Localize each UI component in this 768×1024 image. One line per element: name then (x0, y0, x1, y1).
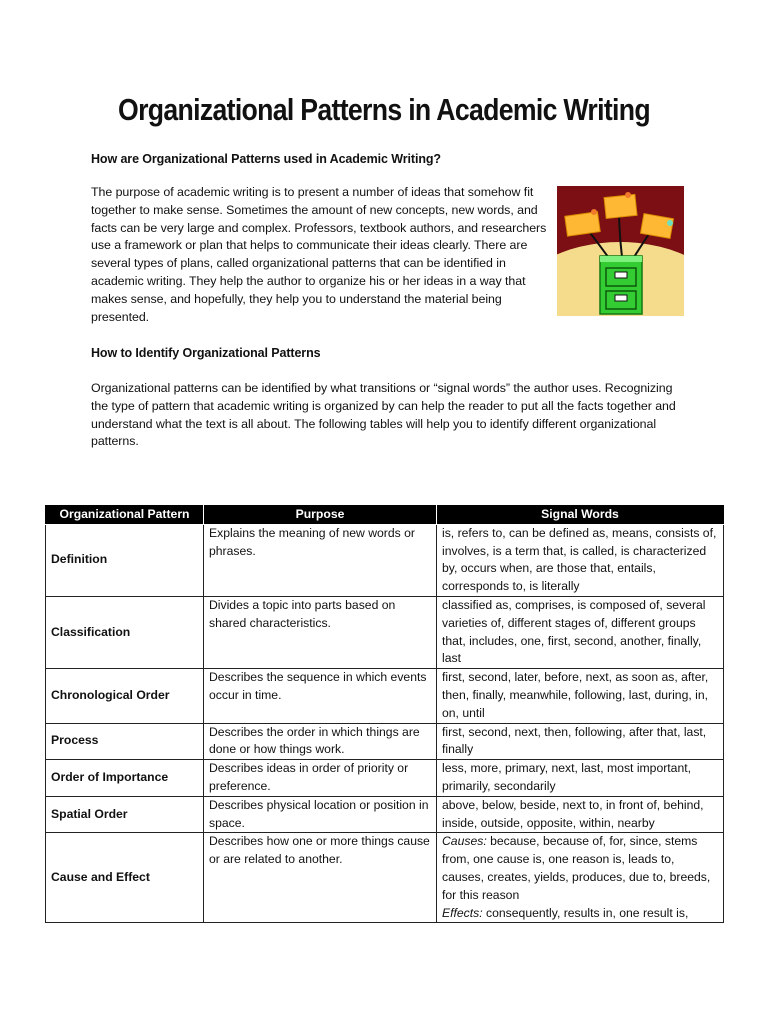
section-heading-identify: How to Identify Organizational Patterns (91, 346, 321, 360)
identify-paragraph: Organizational patterns can be identified by what transitions or “signal words” the author uses. Recognizing the type of pattern that academic writing is organized by can help the reader to put all the facts together and understand what the text is all about. The following tables will help you to identify different organizational patterns. (91, 381, 676, 449)
effects-label: Effects: (442, 905, 483, 920)
causes-label: Causes: (442, 834, 487, 849)
pattern-cell: Order of Importance (46, 760, 204, 797)
patterns-table (45, 505, 724, 923)
pattern-cell: Chronological Order (46, 669, 204, 723)
page-title: Organizational Patterns in Academic Writing (118, 92, 650, 127)
table-row (46, 760, 724, 797)
header-pattern: Organizational Pattern (46, 506, 204, 525)
signal-cell: less, more, primary, next, last, most important, primarily, secondarily (437, 760, 724, 797)
table-row (46, 596, 724, 668)
pattern-cell: Cause and Effect (46, 833, 204, 923)
purpose-cell: Describes the sequence in which events occur in time. (204, 669, 437, 723)
intro-paragraph: The purpose of academic writing is to present a number of ideas that somehow fit together to make sense. Sometimes the amount of new concepts, new words, and facts can be very large and complex. Professors, textbook authors, and researchers use a framework or plan that helps to communicate their ideas clearly. There are several types of plans, called organizational patterns that can be identified in academic writing. They help the author to organize his or her ideas in a way that makes sense, and hopefully, they help you to understand the material being presented. (91, 185, 547, 324)
section-heading-usage: How are Organizational Patterns used in Academic Writing? (91, 152, 441, 166)
table-row (46, 796, 724, 833)
signal-cell: first, second, later, before, next, as soon as, after, then, finally, meanwhile, following, last, during, in, on, until (437, 669, 724, 723)
signal-cell: is, refers to, can be defined as, means, consists of, involves, is a term that, is called, is characterized by, occurs when, are those that, entails, corresponds to, is literally (437, 524, 724, 596)
table-row (46, 524, 724, 596)
table-row (46, 833, 724, 923)
purpose-cell: Explains the meaning of new words or phrases. (204, 524, 437, 596)
table-row (46, 669, 724, 723)
header-signal-words: Signal Words (437, 506, 724, 525)
signal-cell (437, 833, 724, 923)
header-purpose: Purpose (204, 506, 437, 525)
signal-cell: classified as, comprises, is composed of, several varieties of, different stages of, different groups that, includes, one, first, second, another, finally, last (437, 596, 724, 668)
purpose-cell: Describes ideas in order of priority or preference. (204, 760, 437, 797)
purpose-cell: Divides a topic into parts based on shared characteristics. (204, 596, 437, 668)
filing-cabinet-notes-icon (557, 186, 684, 316)
causes-text: because, because of, for, since, stems from, one cause is, one reason is, leads to, causes, creates, yields, produces, due to, breeds, for this reason (442, 834, 711, 902)
effects-text: consequently, results in, one result is, (482, 905, 689, 920)
signal-cell: above, below, beside, next to, in front of, behind, inside, outside, opposite, within, nearby (437, 796, 724, 833)
table-row (46, 723, 724, 760)
purpose-cell: Describes the order in which things are done or how things work. (204, 723, 437, 760)
signal-cell: first, second, next, then, following, after that, last, finally (437, 723, 724, 760)
purpose-cell: Describes physical location or position in space. (204, 796, 437, 833)
pattern-cell: Definition (46, 524, 204, 596)
pattern-cell: Spatial Order (46, 796, 204, 833)
pattern-cell: Process (46, 723, 204, 760)
pattern-cell: Classification (46, 596, 204, 668)
purpose-cell: Describes how one or more things cause or are related to another. (204, 833, 437, 923)
table-header-row (46, 506, 724, 525)
